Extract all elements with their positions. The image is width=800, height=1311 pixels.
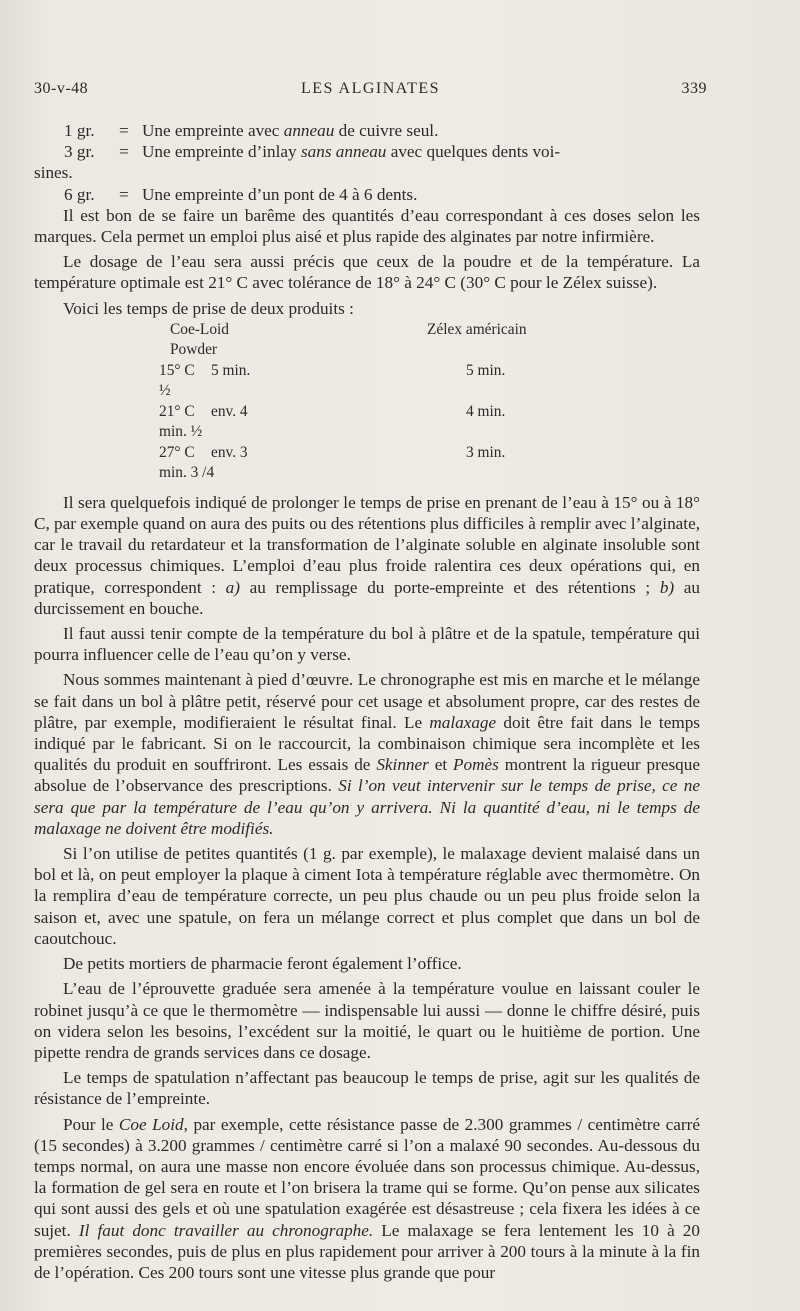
header-title: LES ALGINATES <box>300 80 441 97</box>
paragraph-eprouvette: L’eau de l’éprouvette graduée sera amenée à la température voulue en laissant couler le robinet jusqu’à ce que le thermomètre — indispensable lui aussi — donne le chiffre désiré, puis on videra selon les besoins, l’excédent sur la moitié, le quart ou le huitième de portion. Une pipette rendra de grands services dans ce dosage. <box>34 979 700 1062</box>
paragraph-bareme: Il est bon de se faire un barême des quantités d’eau correspondant à ces doses selon les marques. Cela permet un emploi plus aisé et plus rapide des alginates par notre infirmière. <box>34 205 700 247</box>
dose-description: Une empreinte avec anneau de cuivre seul. <box>142 121 439 140</box>
temperature-cell: 27° C <box>159 443 195 461</box>
dose-continuation: sines. <box>34 163 73 183</box>
temperature-cell: 21° C <box>159 402 195 420</box>
table-row <box>34 361 700 402</box>
dose-line <box>34 184 700 205</box>
coe-loid-time-cell: env. 3 min. 3 /4 <box>159 443 248 482</box>
header-date: 30-v-48 <box>34 80 89 97</box>
column-header-coe-loid: Coe-Loid Powder <box>170 320 229 359</box>
paragraph-mortiers: De petits mortiers de pharmacie feront également l’office. <box>63 954 462 974</box>
dose-amount: 3 gr. <box>64 142 95 162</box>
dose-equals: = <box>119 184 129 204</box>
setting-times-table <box>34 320 700 484</box>
page-body <box>34 120 700 1283</box>
paragraph-coe-loid: Pour le Coe Loid, par exemple, cette résistance passe de 2.300 grammes / centimètre carré (15 secondes) à 3.200 grammes / centimètre carré si l’on a malaxé 90 secondes. Au-dessous du temps normal, on aura une masse non encore évoluée dans son processus chimique. Au-dessus, la formation de gel sera en route et l’on brisera la trame qui se forme. Qu’on pense aux silicates qui sont aussi des gels et où une spatulation exagérée est désastreuse ; cela fixera les idées à ce sujet. Il faut donc travailler au chronographe. Le malaxage se fera lentement les 10 à 20 premières secondes, puis de plus en plus rapidement pour arriver à 200 tours à la minute à la fin de l’opération. Ces 200 tours sont une vitesse plus grande que pour <box>34 1114 701 1282</box>
paragraph-bol: Il faut aussi tenir compte de la température du bol à plâtre et de la spatule, température qui pourra influencer celle de l’eau qu’on y verse. <box>34 624 700 665</box>
coe-loid-time-cell: 5 min. ½ <box>159 361 251 400</box>
paragraph-dosage: Le dosage de l’eau sera aussi précis que ceux de la poudre et de la température. La température optimale est 21° C avec tolérance de 18° à 24° C (30° C pour le Zélex suisse). <box>34 252 700 293</box>
zelex-time-cell: 3 min. <box>466 443 506 461</box>
dose-equals: = <box>119 142 129 162</box>
dose-equals: = <box>119 121 129 140</box>
paragraph-prolonger: Il sera quelquefois indiqué de prolonger le temps de prise en prenant de l’eau à 15° ou à 18° C, par exemple quand on aura des puits ou des rétentions plus difficiles à remplir avec l’alginate, car le travail du retardateur et la transformation de l’alginate soluble en alginate insoluble sont deux processus chimiques. L’emploi d’eau plus froide ralentira ces deux opérations qui, en pratique, correspondent : a) au remplissage du porte-empreinte et des rétentions ; b) au durcissement en bouche. <box>34 492 700 618</box>
paragraph-oeuvre: Nous sommes maintenant à pied d’œuvre. Le chronographe est mis en marche et le mélange se fait dans un bol à plâtre petit, réservé pour cet usage et absolument propre, car des restes de plâtre, par exemple, modifieraient le résultat final. Le malaxage doit être fait dans le temps indiqué par le fabricant. Si on le raccourcit, la combinaison chimique sera incomplète et les qualités du produit en souffriront. Les essais de Skinner et Pomès montrent la rigueur presque absolue de l’observance des prescriptions. Si l’on veut intervenir sur le temps de prise, ce ne sera que par la température de l’eau qu’on y arrivera. Ni la quantité d’eau, ni le temps de malaxage ne doivent être modifiés. <box>34 670 700 838</box>
dose-line <box>34 120 700 141</box>
table-row <box>34 402 700 443</box>
paragraph-spatulation: Le temps de spatulation n’affectant pas beaucoup le temps de prise, agit sur les qualités de résistance de l’empreinte. <box>34 1068 700 1109</box>
running-head <box>34 80 707 104</box>
dose-description: Une empreinte d’un pont de 4 à 6 dents. <box>142 184 418 204</box>
paragraph-petites-quantites: Si l’on utilise de petites quantités (1 g. par exemple), le malaxage devient malaisé dans un bol et là, on peut employer la plaque à ciment Iota à température réglable avec thermomètre. On la remplira d’eau de température correcte, un peu plus chaude ou un peu plus froide selon la saison et, avec une spatule, on fera un mélange correct et plus complet que dans un bol de caoutchouc. <box>34 844 700 948</box>
zelex-time-cell: 5 min. <box>466 361 506 379</box>
coe-loid-time-cell: env. 4 min. ½ <box>159 402 248 441</box>
paragraph-voici: Voici les temps de prise de deux produits : <box>63 298 354 318</box>
dose-amount: 6 gr. <box>64 184 95 204</box>
table-header-row <box>34 320 700 361</box>
column-header-zelex: Zélex américain <box>427 320 527 338</box>
page-number: 339 <box>681 80 707 97</box>
dose-description: Une empreinte d’inlay sans anneau avec quelques dents voi- <box>142 142 561 162</box>
dose-line <box>34 141 700 162</box>
temperature-cell: 15° C <box>159 361 195 379</box>
dose-amount: 1 gr. <box>64 121 95 140</box>
table-row <box>34 443 700 484</box>
zelex-time-cell: 4 min. <box>466 402 506 420</box>
